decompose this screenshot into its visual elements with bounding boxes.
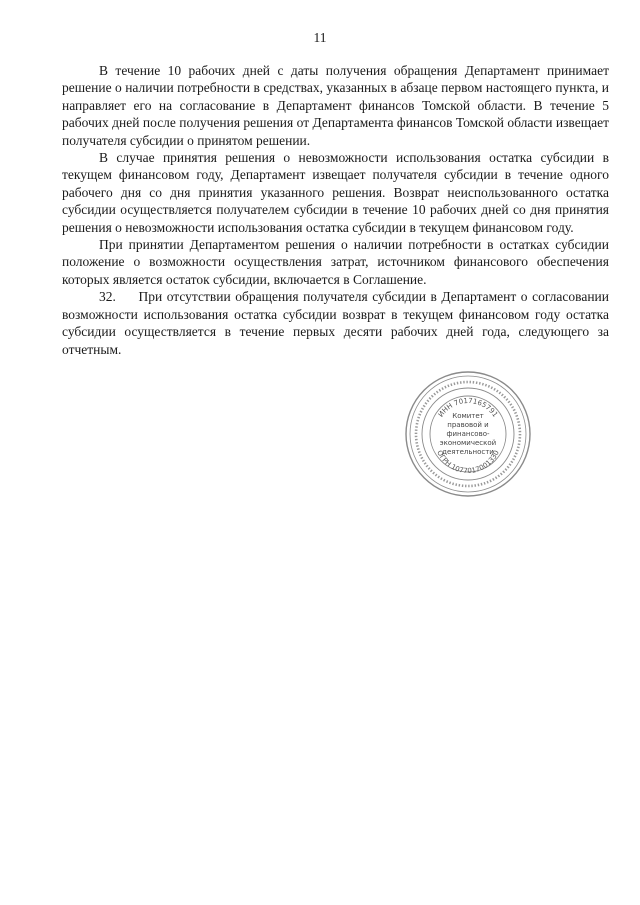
stamp-line: финансово- (446, 430, 490, 438)
stamp-line: правовой и (447, 421, 489, 429)
stamp-line: деятельности (442, 448, 494, 456)
page-number: 11 (313, 30, 327, 45)
document-body (62, 62, 609, 358)
paragraph: 32. При отсутствии обращения получателя субсидии в Департамент о согласовании возможности использования остатка субсидии возврат в текущем финансовом году остатка субсидии осуществляется в течение первых десяти рабочих дней года, следующего за отчетным. (62, 289, 609, 357)
stamp-line: Комитет (452, 412, 484, 420)
paragraph: В течение 10 рабочих дней с даты получения обращения Департамент принимает решение о наличии потребности в средствах, указанных в абзаце первом настоящего пункта, и направляет его на согласование в Департамент финансов Томской области. В течение 5 рабочих дней после получения решения от Департамента финансов Томской области извещает получателя субсидии о принятом решении. (62, 63, 609, 148)
stamp-ogrn: ОГРН 1077017001330 (435, 449, 501, 476)
paragraph: В случае принятия решения о невозможности использования остатка субсидии в текущем финансовом году, Департамент извещает получателя субсидии в течение одного рабочего дня со дня принятия указанного решения. Возврат неиспользованного остатка субсидии осуществляется получателем субсидии в течение 10 рабочих дней со дня принятия решения о невозможности использования остатка субсидии в текущем финансовом году. (62, 150, 609, 235)
paragraph: При принятии Департаментом решения о наличии потребности в остатках субсидии положение о возможности осуществления затрат, источником финансового обеспечения которых является остаток субсидии, включается в Соглашение. (62, 237, 609, 287)
stamp-line: экономической (439, 439, 497, 447)
official-seal (404, 370, 532, 498)
stamp-inn: ИНН 7017165791 (436, 396, 500, 419)
